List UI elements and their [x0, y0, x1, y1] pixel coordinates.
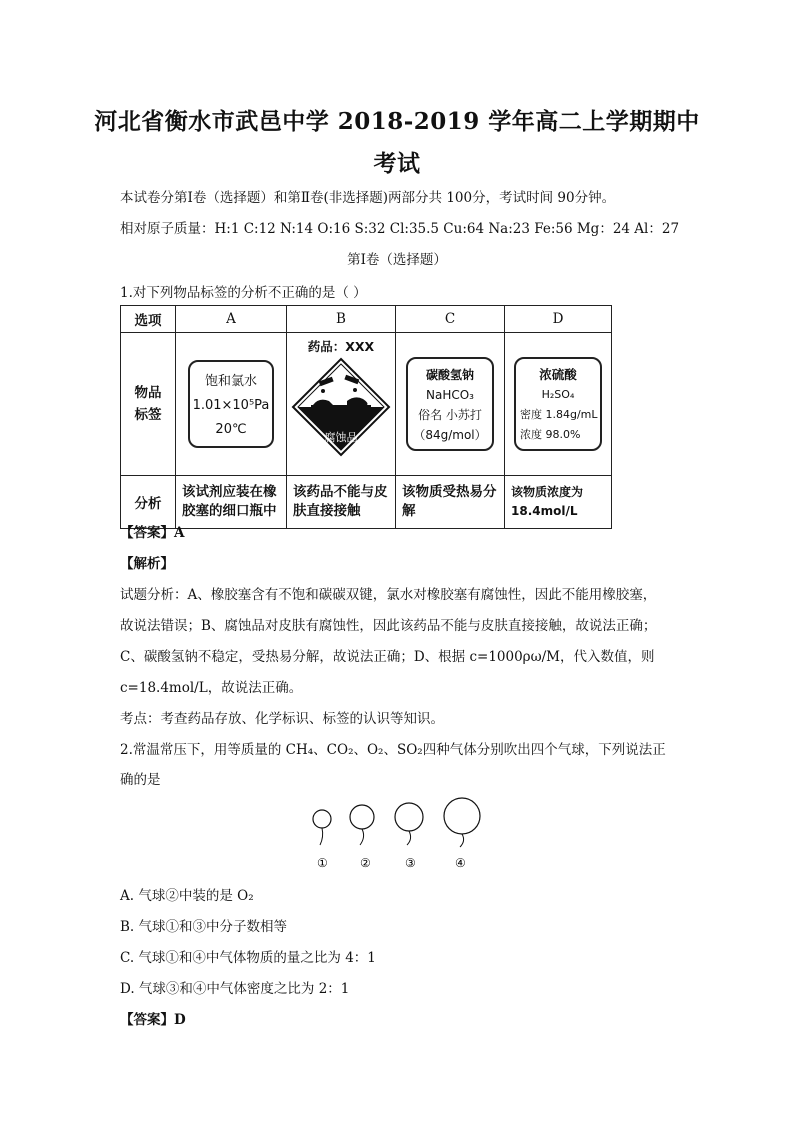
q1-explain-line2: 故说法错误；B、腐蚀品对皮肤有腐蚀性，因此该药品不能与皮肤直接接触，故说法正确； [120, 618, 657, 634]
analysis-b: 该药品不能与皮肤直接接触 [287, 476, 396, 529]
q2-stem-line1: 2.常温常压下，用等质量的 CH₄、CO₂、O₂、SO₂四种气体分别吹出四个气球，下列说法正 [120, 742, 666, 758]
q2-stem-line2: 确的是 [120, 772, 161, 788]
q2-option-b: B. 气球①和③中分子数相等 [120, 919, 288, 935]
label-row-head: 物品 标签 [121, 333, 176, 476]
section-heading: 第Ⅰ卷（选择题） [347, 252, 447, 268]
q1-explain-line3: C、碳酸氢钠不稳定，受热易分解，故说法正确；D、根据 c=1000ρω/M，代入数值，则 [120, 649, 655, 665]
atomic-mass-text: 相对原子质量：H:1 C:12 N:14 O:16 S:32 Cl:35.5 Cu:64 Na:23 Fe:56 Mg：24 Al：27 [120, 221, 680, 237]
q1-label-table [120, 305, 612, 529]
label-d-cell [505, 333, 612, 476]
balloon-1 [313, 810, 331, 845]
q2-option-a: A. 气球②中装的是 O₂ [120, 888, 254, 904]
balloon-3 [395, 803, 423, 845]
q2-option-c: C. 气球①和④中气体物质的量之比为 4：1 [120, 950, 376, 966]
doc-title-line1: 河北省衡水市武邑中学 2018-2019 学年高二上学期期中 [94, 108, 700, 135]
table-header-b: B [287, 306, 396, 333]
balloon-label-1: ① [317, 856, 328, 870]
table-header-d: D [505, 306, 612, 333]
label-a-cell [176, 333, 287, 476]
balloon-label-4: ④ [455, 856, 466, 870]
q1-explain-line1: 试题分析：A、橡胶塞含有不饱和碳碳双键，氯水对橡胶塞有腐蚀性，因此不能用橡胶塞， [120, 587, 657, 603]
balloon-label-3: ③ [405, 856, 416, 870]
sulfuric-acid-label: 浓硫酸 H₂SO₄ 密度 1.84g/mL 浓度 98.0% [514, 357, 602, 451]
q2-option-d: D. 气球③和④中气体密度之比为 2：1 [120, 981, 350, 997]
q1-explain-line4: c=18.4mol/L，故说法正确。 [120, 680, 303, 696]
q1-answer: 【答案】A [120, 525, 185, 541]
q2-answer: 【答案】D [120, 1012, 186, 1028]
table-header-option: 选项 [121, 306, 176, 333]
balloons-figure [300, 795, 500, 875]
label-c-cell [396, 333, 505, 476]
q1-explain-heading: 【解析】 [120, 556, 174, 572]
analysis-d: 该物质浓度为18.4mol/L [505, 476, 612, 529]
doc-title-line2: 考试 [373, 150, 421, 177]
table-header-a: A [176, 306, 287, 333]
q1-stem: 1.对下列物品标签的分析不正确的是（ ） [120, 285, 367, 301]
analysis-a: 该试剂应装在橡胶塞的细口瓶中 [176, 476, 287, 529]
intro-text: 本试卷分第Ⅰ卷（选择题）和第Ⅱ卷(非选择题)两部分共 100分，考试时间 90分钟。 [120, 190, 616, 206]
sodium-bicarbonate-label: 碳酸氢钠 NaHCO₃ 俗名 小苏打 （84g/mol） [406, 357, 494, 451]
analysis-row-head: 分析 [121, 476, 176, 529]
table-header-c: C [396, 306, 505, 333]
b-drug-name: 药品：XXX [307, 339, 375, 354]
q1-kaodian: 考点：考查药品存放、化学标识、标签的认识等知识。 [120, 711, 444, 727]
balloon-2 [350, 805, 374, 845]
chlorine-water-label: 饱和氯水 1.01×10⁵Pa 20℃ [188, 360, 274, 448]
balloon-label-2: ② [360, 856, 371, 870]
label-b-cell [287, 333, 396, 476]
balloon-4 [444, 798, 480, 847]
corrosive-sign-text: 腐蚀品 [324, 431, 358, 444]
analysis-c: 该物质受热易分解 [396, 476, 505, 529]
